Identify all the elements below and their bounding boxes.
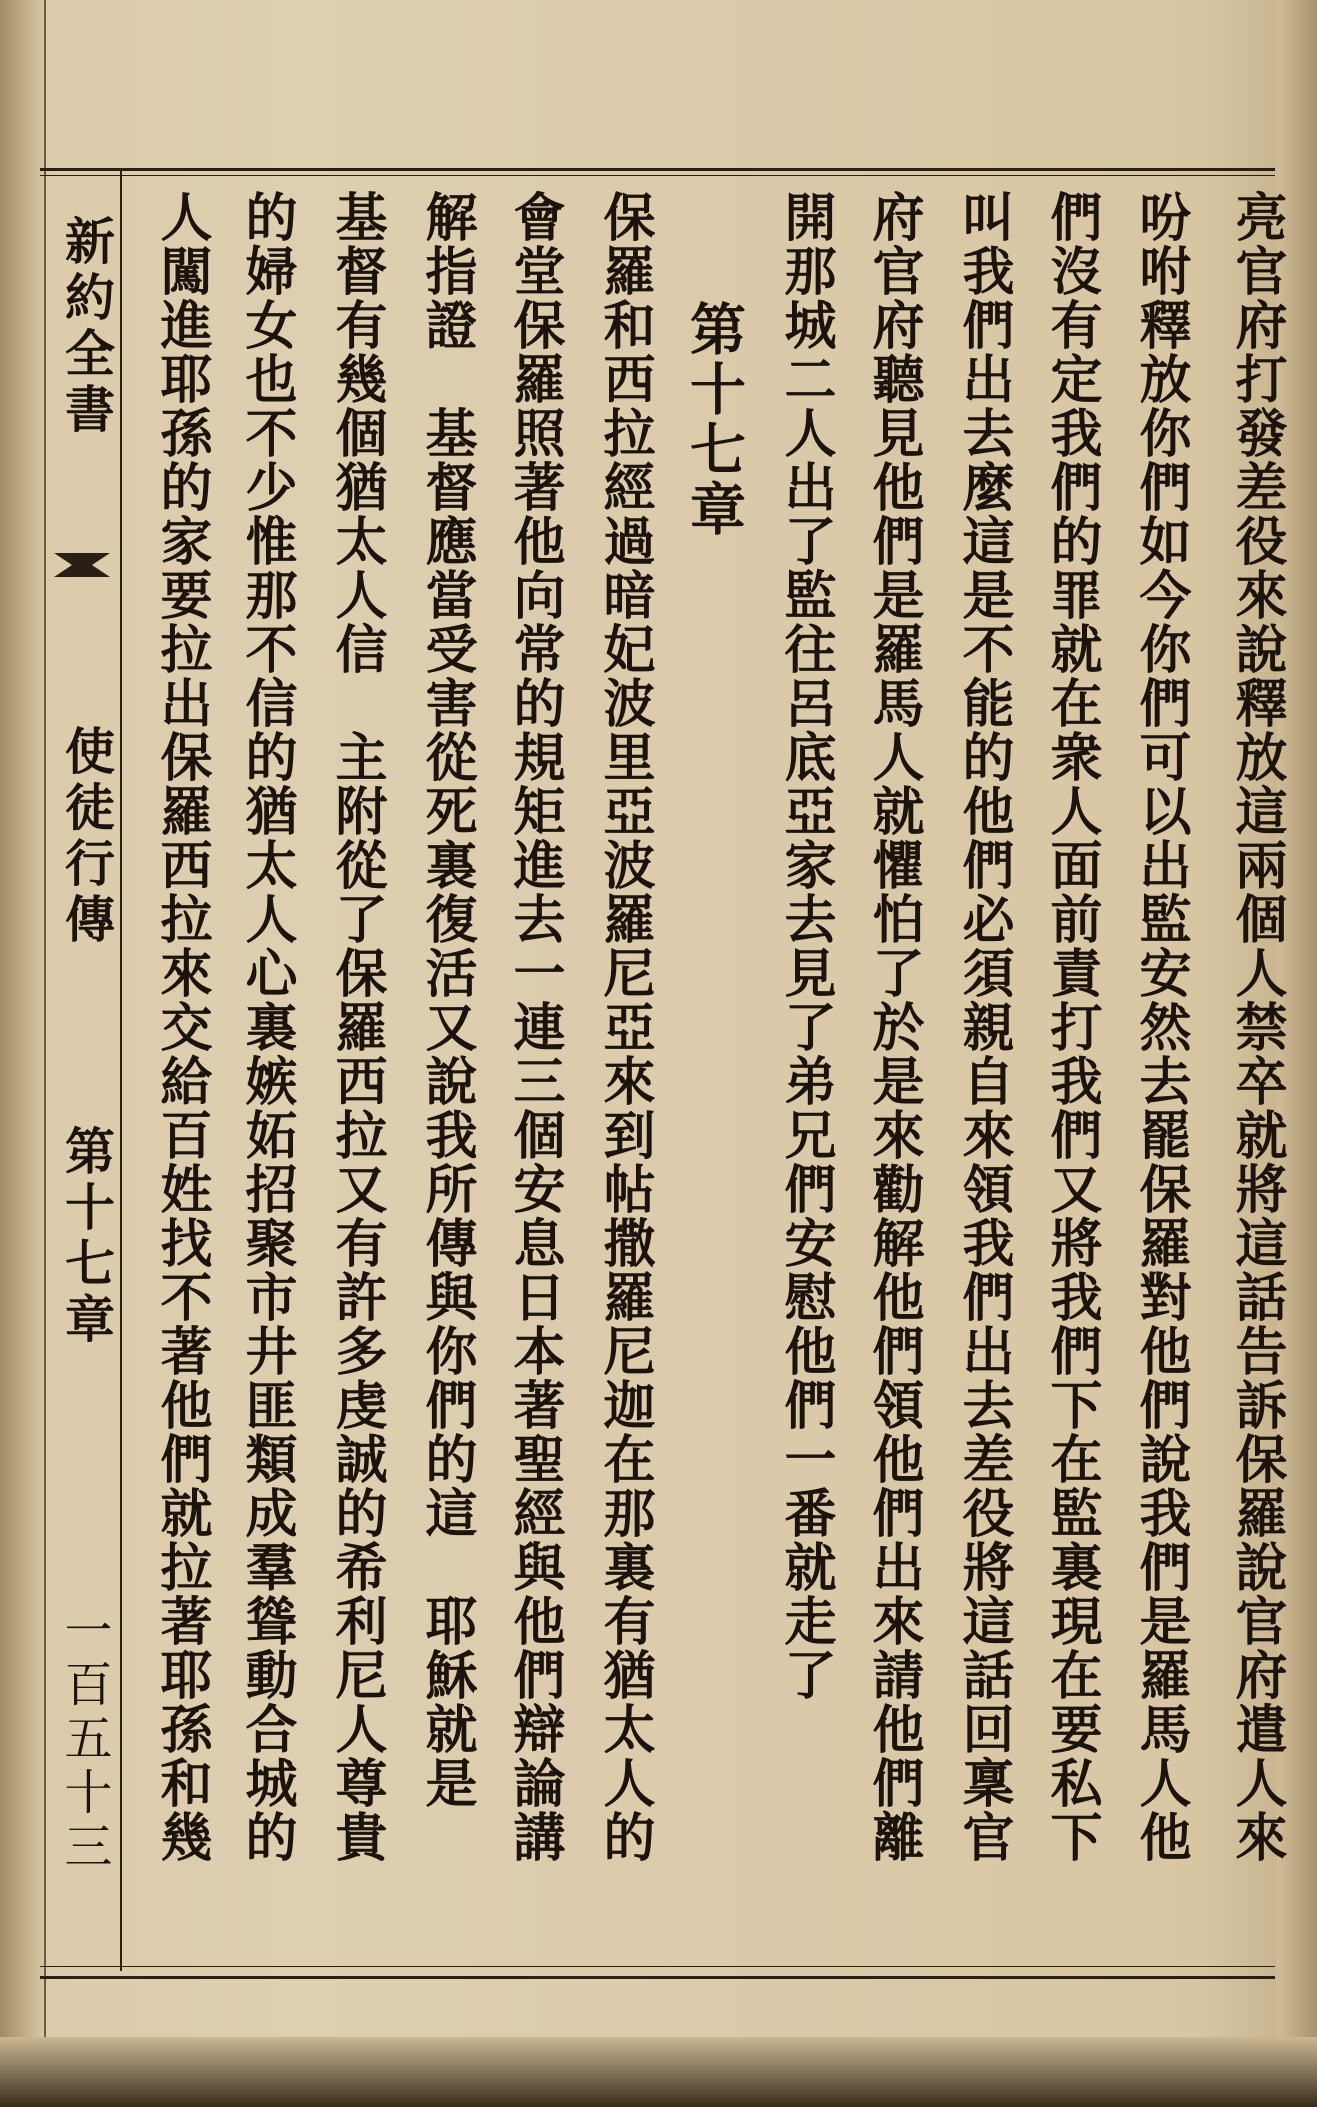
page-number: 一百五十三 (56, 1605, 112, 1875)
text-column-5: 府官府聽見他們是羅馬人就懼怕了於是來勸解他們領他們出來請他們離 (863, 190, 924, 1864)
text-column-4: 叫我們出去麼這是不能的他們必須親自來領我們出去差役將這話回稟官 (953, 190, 1014, 1864)
book-name: 使徒行傳 (57, 725, 116, 949)
frame-bottom-rule (40, 1966, 1275, 1967)
text-column-13: 人闖進耶孫的家要拉出保羅西拉來交給百姓找不著他們就拉著耶孫和幾 (151, 190, 212, 1864)
margin-divider (120, 171, 122, 1971)
text-column-9: 會堂保羅照著他向常的規矩進去一連三個安息日本著聖經與他們辯論講 (504, 190, 565, 1864)
page-bottom-edge (0, 2037, 1317, 2107)
text-column-6: 開那城二人出了監往呂底亞家去見了弟兄們安慰他們一番就走了 (775, 190, 836, 1702)
text-column-12: 的婦女也不少惟那不信的猶太人心裏嫉妬招聚市井匪類成羣聳動合城的 (236, 190, 297, 1864)
text-column-10: 解指證 基督應當受害從死裏復活又說我所傳與你們的這 耶穌就是 (416, 190, 477, 1810)
frame-top-rule (40, 175, 1275, 176)
chapter-heading: 第十七章 (681, 300, 747, 540)
text-column-2: 吩咐釋放你們如今你們可以出監安然去罷保羅對他們說我們是羅馬人他 (1130, 190, 1191, 1864)
fishtail-ornament-icon (52, 545, 112, 585)
running-chapter: 第十七章 (57, 1125, 116, 1349)
text-column-1: 亮官府打發差役來說釋放這兩個人禁卒就將這話告訴保羅說官府遣人來 (1226, 190, 1287, 1864)
text-column-11: 基督有幾個猶太人信 主附從了保羅西拉又有許多虔誠的希利尼人尊貴 (326, 190, 387, 1864)
running-title: 新約全書 (57, 215, 116, 439)
text-column-3: 們沒有定我們的罪就在衆人面前責打我們又將我們下在監裏現在要私下 (1041, 190, 1102, 1864)
text-column-8: 保羅和西拉經過暗妃波里亞波羅尼亞來到帖撒羅尼迦在那裏有猶太人的 (594, 190, 655, 1864)
